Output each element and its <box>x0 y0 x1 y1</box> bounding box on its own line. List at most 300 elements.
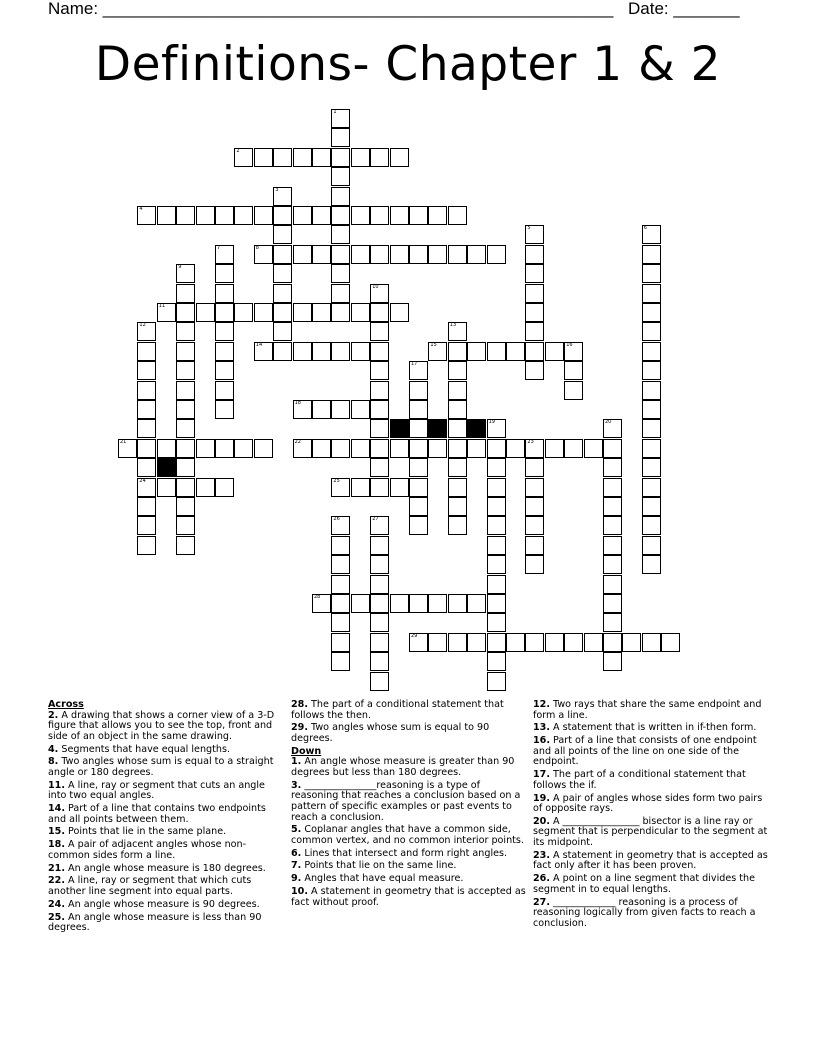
grid-cell[interactable] <box>312 303 331 322</box>
grid-cell[interactable] <box>409 400 428 419</box>
grid-cell[interactable] <box>390 439 409 458</box>
grid-cell[interactable] <box>448 419 467 438</box>
grid-cell[interactable] <box>273 187 292 206</box>
grid-cell[interactable] <box>331 594 350 613</box>
grid-cell[interactable] <box>409 633 428 652</box>
grid-cell[interactable] <box>312 245 331 264</box>
grid-cell[interactable] <box>448 245 467 264</box>
grid-cell[interactable] <box>331 536 350 555</box>
grid-cell[interactable] <box>331 575 350 594</box>
clue-text: _____________ reasoning is a process of reasoning logically from given facts to reach a conclusion. <box>533 896 756 929</box>
grid-cell[interactable] <box>176 400 195 419</box>
grid-cell[interactable] <box>506 633 525 652</box>
grid-cell[interactable] <box>273 245 292 264</box>
clue-item <box>48 745 284 756</box>
grid-cell[interactable] <box>370 381 389 400</box>
grid-cell[interactable] <box>642 381 661 400</box>
grid-cell[interactable] <box>215 322 234 341</box>
grid-cell[interactable] <box>137 206 156 225</box>
grid-cell[interactable] <box>642 536 661 555</box>
clue-item <box>48 804 284 825</box>
grid-cell[interactable] <box>312 400 331 419</box>
grid-cell[interactable] <box>487 245 506 264</box>
grid-cell[interactable] <box>293 245 312 264</box>
grid-cell[interactable] <box>642 439 661 458</box>
across-clue-list-cont <box>291 700 527 745</box>
grid-cell[interactable] <box>525 458 544 477</box>
grid-cell[interactable] <box>176 206 195 225</box>
grid-cell[interactable] <box>176 381 195 400</box>
grid-cell[interactable] <box>370 245 389 264</box>
grid-cell[interactable] <box>370 322 389 341</box>
grid-cell[interactable] <box>448 516 467 535</box>
clue-item <box>533 817 769 849</box>
grid-cell[interactable] <box>603 575 622 594</box>
grid-cell[interactable] <box>370 439 389 458</box>
grid-cell[interactable] <box>351 478 370 497</box>
grid-cell[interactable] <box>254 342 273 361</box>
clue-number-label: 10. <box>291 886 308 897</box>
grid-cell[interactable] <box>409 439 428 458</box>
grid-cell[interactable] <box>331 633 350 652</box>
grid-cell[interactable] <box>642 342 661 361</box>
grid-cell[interactable] <box>370 361 389 380</box>
grid-cell[interactable] <box>331 206 350 225</box>
grid-cell[interactable] <box>176 458 195 477</box>
grid-cell[interactable] <box>370 419 389 438</box>
grid-cell[interactable] <box>254 439 273 458</box>
grid-cell[interactable] <box>642 225 661 244</box>
grid-cell[interactable] <box>370 342 389 361</box>
grid-cell[interactable] <box>487 458 506 477</box>
grid-cell[interactable] <box>487 497 506 516</box>
grid-cell[interactable] <box>176 419 195 438</box>
grid-cell[interactable] <box>642 264 661 283</box>
grid-cell[interactable] <box>603 516 622 535</box>
grid-cell[interactable] <box>642 361 661 380</box>
grid-cell[interactable] <box>351 342 370 361</box>
grid-cell[interactable] <box>525 322 544 341</box>
grid-cell[interactable] <box>409 458 428 477</box>
grid-cell[interactable] <box>351 206 370 225</box>
grid-cell[interactable] <box>487 633 506 652</box>
grid-cell[interactable] <box>603 439 622 458</box>
grid-cell[interactable] <box>137 419 156 438</box>
grid-cell[interactable] <box>176 478 195 497</box>
grid-cell[interactable] <box>487 516 506 535</box>
grid-cell[interactable] <box>137 381 156 400</box>
grid-cell[interactable] <box>448 439 467 458</box>
grid-cell[interactable] <box>409 361 428 380</box>
grid-cell[interactable] <box>428 439 447 458</box>
grid-cell[interactable] <box>487 419 506 438</box>
grid-cell[interactable] <box>331 245 350 264</box>
grid-cell[interactable] <box>254 303 273 322</box>
grid-cell[interactable] <box>390 148 409 167</box>
grid-cell[interactable] <box>525 225 544 244</box>
grid-cell[interactable] <box>331 400 350 419</box>
grid-cell[interactable] <box>487 594 506 613</box>
grid-cell[interactable] <box>370 284 389 303</box>
grid-cell[interactable] <box>487 575 506 594</box>
grid-cell[interactable] <box>622 633 641 652</box>
grid-cell[interactable] <box>370 575 389 594</box>
grid-cell[interactable] <box>506 439 525 458</box>
clue-text: A statement that is written in if-then form. <box>550 722 757 734</box>
grid-cell[interactable] <box>390 478 409 497</box>
grid-cell[interactable] <box>234 439 253 458</box>
grid-cell[interactable] <box>176 322 195 341</box>
grid-cell[interactable] <box>564 381 583 400</box>
grid-cell[interactable] <box>293 439 312 458</box>
grid-cell[interactable] <box>409 478 428 497</box>
clue-item <box>533 700 769 721</box>
clue-text: Lines that intersect and form right angles. <box>301 847 508 859</box>
clue-item <box>48 781 284 802</box>
grid-cell[interactable] <box>293 400 312 419</box>
grid-cell[interactable] <box>428 342 447 361</box>
grid-cell[interactable] <box>137 361 156 380</box>
grid-cell[interactable] <box>331 109 350 128</box>
grid-cell[interactable] <box>137 458 156 477</box>
grid-cell[interactable] <box>448 400 467 419</box>
grid-cell[interactable] <box>370 458 389 477</box>
grid-cell[interactable] <box>525 264 544 283</box>
grid-cell[interactable] <box>525 361 544 380</box>
grid-cell[interactable] <box>448 361 467 380</box>
clue-number: 4 <box>139 206 143 212</box>
grid-cell[interactable] <box>176 284 195 303</box>
grid-cell[interactable] <box>642 245 661 264</box>
grid-cell[interactable] <box>370 633 389 652</box>
clue-number: 21 <box>120 438 127 445</box>
grid-cell[interactable] <box>545 439 564 458</box>
grid-cell[interactable] <box>273 303 292 322</box>
clue-item <box>291 700 527 721</box>
grid-cell[interactable] <box>312 342 331 361</box>
grid-cell[interactable] <box>176 536 195 555</box>
grid-cell[interactable] <box>584 633 603 652</box>
grid-cell[interactable] <box>273 206 292 225</box>
grid-cell[interactable] <box>525 303 544 322</box>
grid-cell[interactable] <box>137 478 156 497</box>
grid-cell[interactable] <box>351 148 370 167</box>
grid-cell[interactable] <box>196 478 215 497</box>
clue-text: The part of a conditional statement that follows the then. <box>291 699 504 721</box>
blocked-cell <box>467 419 486 438</box>
grid-cell[interactable] <box>487 613 506 632</box>
grid-cell[interactable] <box>293 342 312 361</box>
grid-cell[interactable] <box>293 148 312 167</box>
grid-cell[interactable] <box>642 400 661 419</box>
grid-cell[interactable] <box>525 439 544 458</box>
grid-cell[interactable] <box>215 478 234 497</box>
clue-item <box>533 851 769 872</box>
grid-cell[interactable] <box>564 342 583 361</box>
grid-cell[interactable] <box>234 303 253 322</box>
grid-cell[interactable] <box>331 225 350 244</box>
clue-text: Points that lie in the same plane. <box>65 826 227 838</box>
grid-cell[interactable] <box>331 128 350 147</box>
grid-cell[interactable] <box>234 148 253 167</box>
grid-cell[interactable] <box>176 497 195 516</box>
clue-text: A drawing that shows a corner view of a 3-D figure that allows you to see the top, front and side of an object in the same drawing. <box>48 709 275 742</box>
grid-cell[interactable] <box>331 284 350 303</box>
grid-cell[interactable] <box>409 419 428 438</box>
grid-cell[interactable] <box>525 555 544 574</box>
grid-cell[interactable] <box>331 342 350 361</box>
grid-cell[interactable] <box>215 206 234 225</box>
grid-cell[interactable] <box>351 245 370 264</box>
grid-cell[interactable] <box>642 516 661 535</box>
grid-cell[interactable] <box>254 148 273 167</box>
grid-cell[interactable] <box>409 381 428 400</box>
clue-number: 6 <box>643 225 647 232</box>
grid-cell[interactable] <box>642 303 661 322</box>
grid-cell[interactable] <box>137 497 156 516</box>
grid-cell[interactable] <box>448 497 467 516</box>
grid-cell[interactable] <box>176 303 195 322</box>
clue-text: Two angles whose sum is equal to a straight angle or 180 degrees. <box>48 756 274 778</box>
grid-cell[interactable] <box>273 148 292 167</box>
grid-cell[interactable] <box>603 458 622 477</box>
grid-cell[interactable] <box>351 303 370 322</box>
grid-cell[interactable] <box>584 439 603 458</box>
grid-cell[interactable] <box>331 478 350 497</box>
name-field[interactable]: Name: ______________________________________________________ <box>48 0 614 18</box>
grid-cell[interactable] <box>312 148 331 167</box>
grid-cell[interactable] <box>603 594 622 613</box>
grid-cell[interactable] <box>351 594 370 613</box>
grid-cell[interactable] <box>409 497 428 516</box>
grid-cell[interactable] <box>448 458 467 477</box>
grid-cell[interactable] <box>506 342 525 361</box>
grid-cell[interactable] <box>137 322 156 341</box>
grid-cell[interactable] <box>137 342 156 361</box>
grid-cell[interactable] <box>370 400 389 419</box>
grid-cell[interactable] <box>603 633 622 652</box>
grid-cell[interactable] <box>215 303 234 322</box>
grid-cell[interactable] <box>603 613 622 632</box>
grid-cell[interactable] <box>661 633 680 652</box>
grid-cell[interactable] <box>370 652 389 671</box>
grid-cell[interactable] <box>137 536 156 555</box>
grid-cell[interactable] <box>525 478 544 497</box>
grid-cell[interactable] <box>390 206 409 225</box>
grid-cell[interactable] <box>390 245 409 264</box>
grid-cell[interactable] <box>448 594 467 613</box>
grid-cell[interactable] <box>428 245 447 264</box>
grid-cell[interactable] <box>157 206 176 225</box>
grid-cell[interactable] <box>331 264 350 283</box>
grid-cell[interactable] <box>487 478 506 497</box>
grid-cell[interactable] <box>273 342 292 361</box>
grid-cell[interactable] <box>196 439 215 458</box>
grid-cell[interactable] <box>176 516 195 535</box>
grid-cell[interactable] <box>370 555 389 574</box>
grid-cell[interactable] <box>642 322 661 341</box>
grid-cell[interactable] <box>409 516 428 535</box>
grid-cell[interactable] <box>409 206 428 225</box>
grid-cell[interactable] <box>487 555 506 574</box>
grid-cell[interactable] <box>564 361 583 380</box>
clue-text: A line, ray or segment that which cuts another line segment into equal parts. <box>48 875 252 897</box>
grid-cell[interactable] <box>487 652 506 671</box>
grid-cell[interactable] <box>428 594 447 613</box>
clue-number-label: 20. <box>533 815 550 827</box>
grid-cell[interactable] <box>525 284 544 303</box>
grid-cell[interactable] <box>642 458 661 477</box>
grid-cell[interactable] <box>487 672 506 691</box>
grid-cell[interactable] <box>176 342 195 361</box>
grid-cell[interactable] <box>176 264 195 283</box>
grid-cell[interactable] <box>603 555 622 574</box>
grid-cell[interactable] <box>331 167 350 186</box>
grid-cell[interactable] <box>176 361 195 380</box>
grid-cell[interactable] <box>390 594 409 613</box>
grid-cell[interactable] <box>409 594 428 613</box>
grid-cell[interactable] <box>545 342 564 361</box>
grid-cell[interactable] <box>157 303 176 322</box>
grid-cell[interactable] <box>331 516 350 535</box>
grid-cell[interactable] <box>564 633 583 652</box>
grid-cell[interactable] <box>370 206 389 225</box>
grid-cell[interactable] <box>409 245 428 264</box>
grid-cell[interactable] <box>351 439 370 458</box>
grid-cell[interactable] <box>448 381 467 400</box>
grid-cell[interactable] <box>525 245 544 264</box>
grid-cell[interactable] <box>487 536 506 555</box>
grid-cell[interactable] <box>273 284 292 303</box>
grid-cell[interactable] <box>215 264 234 283</box>
grid-cell[interactable] <box>642 497 661 516</box>
clue-number: 15 <box>430 341 437 348</box>
grid-cell[interactable] <box>351 400 370 419</box>
grid-cell[interactable] <box>642 555 661 574</box>
grid-cell[interactable] <box>118 439 137 458</box>
clue-number: 28 <box>314 594 321 600</box>
grid-cell[interactable] <box>370 594 389 613</box>
grid-cell[interactable] <box>390 303 409 322</box>
grid-cell[interactable] <box>273 322 292 341</box>
clue-number-label: 9. <box>291 873 302 885</box>
clue-number-label: 16. <box>533 735 550 747</box>
grid-cell[interactable] <box>428 633 447 652</box>
grid-cell[interactable] <box>370 478 389 497</box>
grid-cell[interactable] <box>448 206 467 225</box>
grid-cell[interactable] <box>370 672 389 691</box>
grid-cell[interactable] <box>215 342 234 361</box>
grid-cell[interactable] <box>370 148 389 167</box>
grid-cell[interactable] <box>215 361 234 380</box>
grid-cell[interactable] <box>487 342 506 361</box>
grid-cell[interactable] <box>603 478 622 497</box>
grid-cell[interactable] <box>525 497 544 516</box>
grid-cell[interactable] <box>293 206 312 225</box>
grid-cell[interactable] <box>215 245 234 264</box>
grid-cell[interactable] <box>642 284 661 303</box>
grid-cell[interactable] <box>312 439 331 458</box>
grid-cell[interactable] <box>370 516 389 535</box>
grid-cell[interactable] <box>196 303 215 322</box>
grid-cell[interactable] <box>603 652 622 671</box>
grid-cell[interactable] <box>331 613 350 632</box>
clue-number: 1 <box>333 109 337 115</box>
grid-cell[interactable] <box>137 400 156 419</box>
grid-cell[interactable] <box>448 478 467 497</box>
grid-cell[interactable] <box>137 516 156 535</box>
grid-cell[interactable] <box>642 419 661 438</box>
grid-cell[interactable] <box>525 536 544 555</box>
grid-cell[interactable] <box>642 478 661 497</box>
grid-cell[interactable] <box>331 439 350 458</box>
grid-cell[interactable] <box>137 439 156 458</box>
grid-cell[interactable] <box>157 478 176 497</box>
clue-number-label: 25. <box>48 911 65 923</box>
grid-cell[interactable] <box>525 342 544 361</box>
clue-number-label: 3. <box>291 779 302 791</box>
clue-item <box>291 874 527 885</box>
grid-cell[interactable] <box>467 245 486 264</box>
grid-cell[interactable] <box>448 633 467 652</box>
grid-cell[interactable] <box>293 303 312 322</box>
grid-cell[interactable] <box>273 225 292 244</box>
date-field[interactable]: Date: _______ <box>628 0 740 18</box>
clue-number-label: 27. <box>533 896 550 908</box>
grid-cell[interactable] <box>370 536 389 555</box>
grid-cell[interactable] <box>331 303 350 322</box>
grid-cell[interactable] <box>273 264 292 283</box>
grid-cell[interactable] <box>428 206 447 225</box>
grid-cell[interactable] <box>215 400 234 419</box>
grid-cell[interactable] <box>215 381 234 400</box>
down-clue-list <box>291 757 527 908</box>
grid-cell[interactable] <box>196 206 215 225</box>
grid-cell[interactable] <box>603 419 622 438</box>
grid-cell[interactable] <box>487 439 506 458</box>
grid-cell[interactable] <box>370 303 389 322</box>
grid-cell[interactable] <box>564 439 583 458</box>
grid-cell[interactable] <box>467 342 486 361</box>
grid-cell[interactable] <box>331 652 350 671</box>
grid-cell[interactable] <box>642 633 661 652</box>
grid-cell[interactable] <box>603 536 622 555</box>
grid-cell[interactable] <box>467 633 486 652</box>
grid-cell[interactable] <box>312 206 331 225</box>
grid-cell[interactable] <box>312 594 331 613</box>
grid-cell[interactable] <box>370 613 389 632</box>
grid-cell[interactable] <box>467 439 486 458</box>
grid-cell[interactable] <box>448 342 467 361</box>
grid-cell[interactable] <box>448 322 467 341</box>
grid-cell[interactable] <box>254 206 273 225</box>
grid-cell[interactable] <box>331 148 350 167</box>
grid-cell[interactable] <box>215 284 234 303</box>
grid-cell[interactable] <box>331 555 350 574</box>
grid-cell[interactable] <box>234 206 253 225</box>
grid-cell[interactable] <box>254 245 273 264</box>
grid-cell[interactable] <box>467 594 486 613</box>
grid-cell[interactable] <box>603 497 622 516</box>
grid-cell[interactable] <box>176 439 195 458</box>
grid-cell[interactable] <box>525 516 544 535</box>
grid-cell[interactable] <box>215 439 234 458</box>
grid-cell[interactable] <box>157 439 176 458</box>
grid-cell[interactable] <box>545 633 564 652</box>
grid-cell[interactable] <box>525 633 544 652</box>
grid-cell[interactable] <box>331 187 350 206</box>
clue-number-label: 13. <box>533 722 550 734</box>
